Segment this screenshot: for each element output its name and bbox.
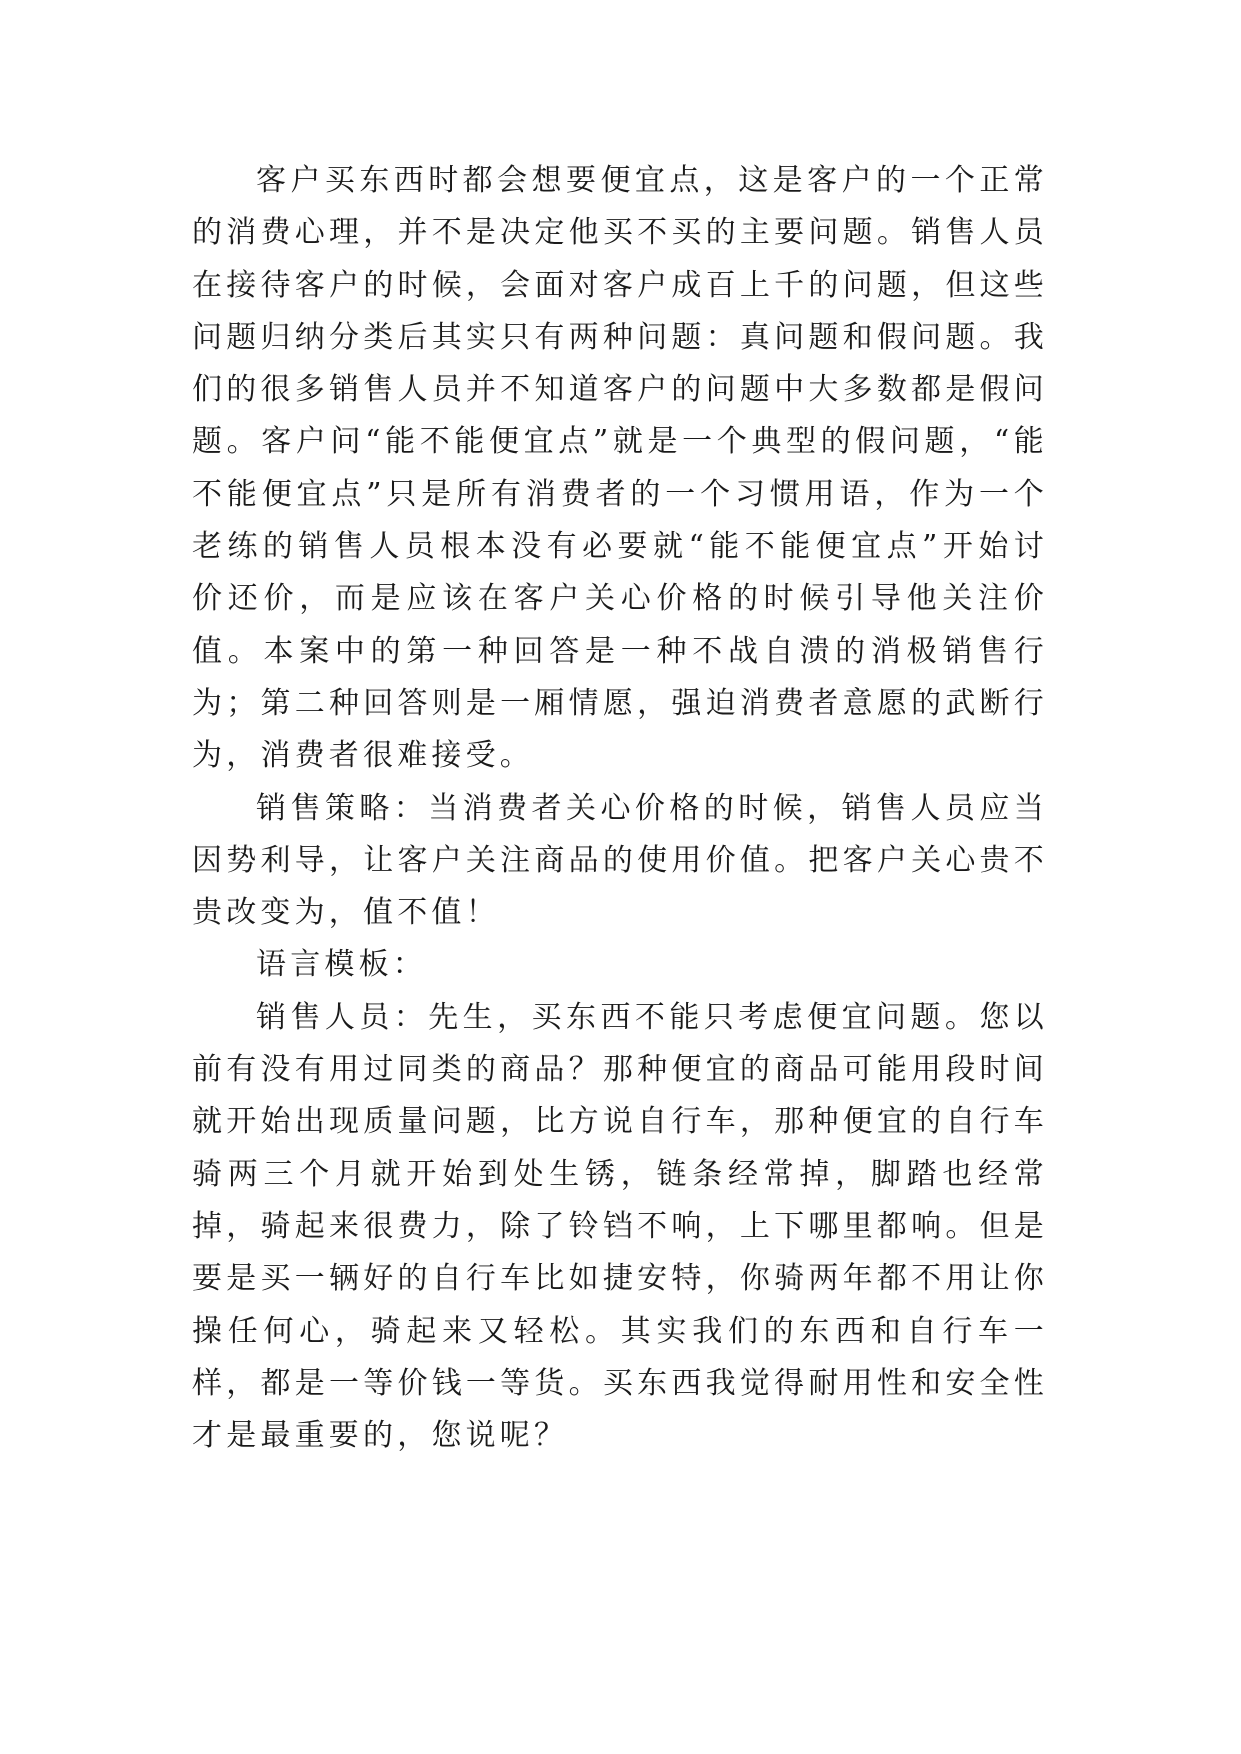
document-page xyxy=(192,155,1048,1462)
paragraph-language-template-heading: 语言模板： xyxy=(256,947,427,983)
paragraph-price-psychology: 客户买东西时都会想要便宜点，这是客户的一个正常的消费心理，并不是决定他买不买的主要问题。销售人员在接待客户的时候，会面对客户成百上千的问题，但这些问题归纳分类后其实只有两种问题：真问题和假问题。我们的很多销售人员并不知道客户的问题中大多数都是假问题。客户问“能不能便宜点”就是一个典型的假问题，“能不能便宜点”只是所有消费者的一个习惯用语，作为一个老练的销售人员根本没有必要就“能不能便宜点”开始讨价还价，而是应该在客户关心价格的时候引导他关注价值。本案中的第一种回答是一种不战自溃的消极销售行为；第二种回答则是一厢情愿，强迫消费者意愿的武断行为，消费者很难接受。 xyxy=(192,163,1048,774)
paragraph-sales-strategy: 销售策略：当消费者关心价格的时候，销售人员应当因势利导，让客户关注商品的使用价值。把客户关心贵不贵改变为，值不值！ xyxy=(192,790,1048,931)
paragraph-sample-dialogue: 销售人员：先生，买东西不能只考虑便宜问题。您以前有没有用过同类的商品？那种便宜的商品可能用段时间就开始出现质量问题，比方说自行车，那种便宜的自行车骑两三个月就开始到处生锈，链条经常掉，脚踏也经常掉，骑起来很费力，除了铃铛不响，上下哪里都响。但是要是买一辆好的自行车比如捷安特，你骑两年都不用让你操任何心，骑起来又轻松。其实我们的东西和自行车一样，都是一等价钱一等货。买东西我觉得耐用性和安全性才是最重要的，您说呢？ xyxy=(192,999,1048,1454)
